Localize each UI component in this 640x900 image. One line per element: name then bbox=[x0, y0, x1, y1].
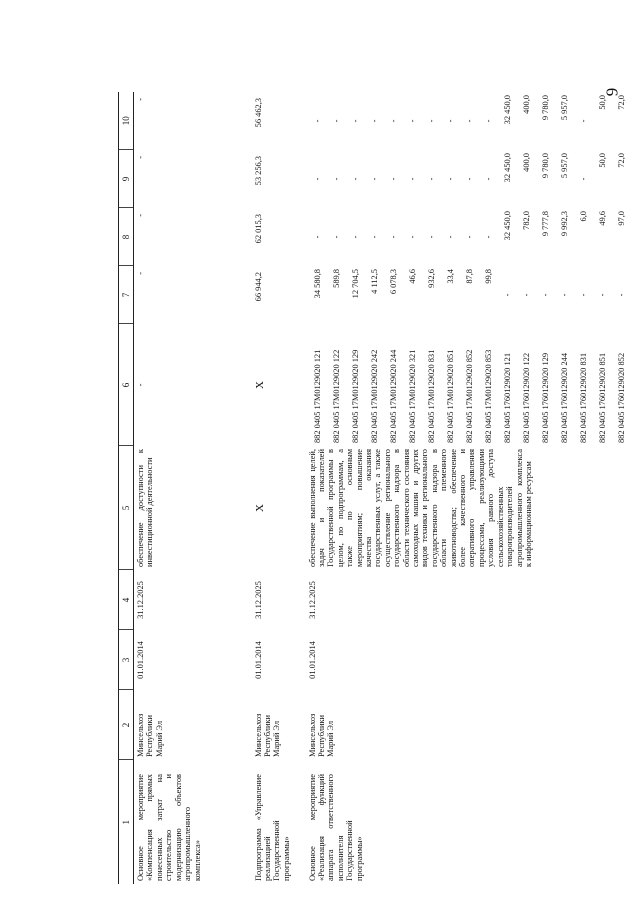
amount-value: - bbox=[483, 119, 493, 123]
amount-value: 6 078,3 bbox=[388, 269, 398, 295]
cell-value-list bbox=[306, 266, 633, 324]
cell-value: - bbox=[136, 98, 146, 101]
table-row bbox=[252, 92, 306, 884]
amount-value: - bbox=[388, 235, 398, 239]
cell-code: - bbox=[136, 383, 146, 387]
header-col-10: 10 bbox=[119, 92, 134, 150]
amount-value: - bbox=[464, 235, 474, 239]
budget-code: 882 0405 1760129020 831 bbox=[578, 352, 588, 443]
amount-value: - bbox=[464, 177, 474, 181]
cell-end: 31.12.2025 bbox=[307, 581, 317, 619]
amount-value: 782,0 bbox=[521, 211, 531, 230]
budget-code: 882 0405 17М0129020 122 bbox=[331, 349, 341, 443]
amount-value: - bbox=[407, 119, 417, 123]
cell-value-list bbox=[306, 92, 633, 150]
budget-code: 882 0405 1760129020 851 bbox=[597, 352, 607, 443]
amount-value: - bbox=[388, 177, 398, 181]
program-table bbox=[118, 92, 633, 884]
header-col-4: 4 bbox=[119, 570, 134, 630]
budget-code: 882 0405 1760129020 852 bbox=[616, 352, 626, 443]
amount-value: - bbox=[426, 177, 436, 181]
budget-code: 882 0405 17М0129020 242 bbox=[369, 349, 379, 443]
budget-code: 882 0405 17М0129020 853 bbox=[483, 349, 493, 443]
amount-value: - bbox=[464, 119, 474, 123]
amount-value: 32 450,0 bbox=[502, 153, 512, 183]
header-col-3: 3 bbox=[119, 630, 134, 690]
cell-start: 01.01.2014 bbox=[253, 641, 263, 679]
header-col-2: 2 bbox=[119, 690, 134, 760]
amount-value: 932,6 bbox=[426, 269, 436, 288]
cell-executor: Минсельхоз Республики Марий Эл bbox=[136, 713, 164, 757]
amount-value: - bbox=[331, 177, 341, 181]
header-col-5: 5 bbox=[119, 446, 134, 570]
table-row bbox=[134, 92, 252, 884]
cell-start: 01.01.2014 bbox=[136, 641, 146, 679]
amount-value: - bbox=[407, 177, 417, 181]
cell-start: 01.01.2014 bbox=[307, 641, 317, 679]
cell-activity: Подпрограмма «Управление реализацией Государственной программы» bbox=[253, 774, 291, 881]
cell-value: - bbox=[136, 156, 146, 159]
amount-value: 33,4 bbox=[445, 269, 455, 284]
amount-value: - bbox=[350, 177, 360, 181]
budget-code: 882 0405 17М0129020 121 bbox=[312, 349, 322, 443]
amount-value: 5 957,0 bbox=[559, 153, 569, 179]
header-col-8: 8 bbox=[119, 208, 134, 266]
cell-code: X bbox=[253, 381, 266, 389]
amount-value: 34 580,8 bbox=[312, 269, 322, 299]
amount-value: 99,8 bbox=[483, 269, 493, 284]
budget-code: 882 0405 17М0129020 831 bbox=[426, 349, 436, 443]
amount-value: - bbox=[426, 235, 436, 239]
amount-value: - bbox=[445, 235, 455, 239]
amount-value: - bbox=[369, 235, 379, 239]
budget-code: 882 0405 1760129020 122 bbox=[521, 352, 531, 443]
amount-value: - bbox=[350, 235, 360, 239]
amount-value: 32 450,0 bbox=[502, 211, 512, 241]
amount-value: - bbox=[331, 119, 341, 123]
cell-value: - bbox=[136, 214, 146, 217]
header-col-9: 9 bbox=[119, 150, 134, 208]
amount-value: - bbox=[578, 293, 588, 297]
amount-value: 6,0 bbox=[578, 211, 588, 222]
amount-value: - bbox=[578, 119, 588, 123]
budget-code: 882 0405 17М0129020 852 bbox=[464, 349, 474, 443]
amount-value: 12 704,5 bbox=[350, 269, 360, 299]
amount-value: 9 780,0 bbox=[540, 95, 550, 121]
budget-code: 882 0405 17М0129020 851 bbox=[445, 349, 455, 443]
budget-code: 882 0405 17М0129020 321 bbox=[407, 349, 417, 443]
amount-value: - bbox=[369, 177, 379, 181]
amount-value: - bbox=[521, 293, 531, 297]
amount-value: 46,6 bbox=[407, 269, 417, 284]
amount-value: - bbox=[407, 235, 417, 239]
amount-value: - bbox=[445, 119, 455, 123]
amount-value: 72,0 bbox=[616, 95, 626, 110]
page-number: 9 bbox=[602, 87, 622, 97]
amount-value: 72,0 bbox=[616, 153, 626, 168]
header-col-1: 1 bbox=[119, 760, 134, 884]
amount-value: - bbox=[483, 235, 493, 239]
cell-value: - bbox=[136, 272, 146, 275]
amount-value: - bbox=[369, 119, 379, 123]
amount-value: - bbox=[559, 293, 569, 297]
amount-value: 9 777,8 bbox=[540, 211, 550, 237]
amount-value: 9 992,3 bbox=[559, 211, 569, 237]
budget-code: 882 0405 1760129020 121 bbox=[502, 352, 512, 443]
amount-value: - bbox=[578, 177, 588, 181]
amount-value: - bbox=[312, 235, 322, 239]
amount-value: - bbox=[483, 177, 493, 181]
amount-value: - bbox=[350, 119, 360, 123]
amount-value: 32 450,0 bbox=[502, 95, 512, 125]
budget-code: 882 0405 17М0129020 244 bbox=[388, 349, 398, 443]
amount-value: 589,8 bbox=[331, 269, 341, 288]
amount-value: 5 957,0 bbox=[559, 95, 569, 121]
budget-code: 882 0405 17М0129020 129 bbox=[350, 349, 360, 443]
amount-value: - bbox=[616, 293, 626, 297]
cell-executor: Минсельхоз Республики Марий Эл bbox=[307, 713, 336, 757]
cell-value: 62 015,3 bbox=[253, 214, 263, 244]
table-row bbox=[306, 92, 633, 884]
cell-end: 31.12.2025 bbox=[253, 581, 263, 619]
header-col-6: 6 bbox=[119, 324, 134, 446]
cell-result: обеспечение доступности к инвестиционной деятельности bbox=[136, 449, 155, 567]
amount-value: - bbox=[445, 177, 455, 181]
cell-value-list bbox=[306, 208, 633, 266]
amount-value: 9 780,0 bbox=[540, 153, 550, 179]
cell-value: 56 462,3 bbox=[253, 98, 263, 128]
rotated-document bbox=[118, 92, 626, 884]
cell-executor: Минсельхоз Республики Марий Эл bbox=[253, 713, 282, 757]
budget-code: 882 0405 1760129020 129 bbox=[540, 352, 550, 443]
amount-value: 50,0 bbox=[597, 153, 607, 168]
cell-value-list bbox=[306, 150, 633, 208]
budget-code: 882 0405 1760129020 244 bbox=[559, 352, 569, 443]
amount-value: - bbox=[312, 177, 322, 181]
amount-value: 87,8 bbox=[464, 269, 474, 284]
cell-value: 53 256,3 bbox=[253, 156, 263, 186]
amount-value: - bbox=[597, 293, 607, 297]
cell-result: обеспечение выполнения целей, задач и показателей Государственной программы в целом, по подпрограммам, а также по основным мероприятиям; повышение качества оказания государственных услуг, а также осуществление регионального государственного надзора в области технического состояния самоходных машин и других видов техники и регионального государственного надзора в области племенного животноводства; обеспечение более качественного и оперативного управления процессами, реализующими условия равного доступа сельскохозяйственных товаропроизводителей агропромышленного комплекса к информационным ресурсам bbox=[307, 449, 533, 567]
amount-value: 400,0 bbox=[521, 153, 531, 172]
amount-value: - bbox=[540, 293, 550, 297]
cell-activity: Основное мероприятие «Реализация функций аппарата ответственного исполнителя Государственной программы» bbox=[307, 774, 364, 881]
amount-value: - bbox=[426, 119, 436, 123]
amount-value: - bbox=[331, 235, 341, 239]
cell-activity: Основное мероприятие «Компенсация прямых понесенных затрат на строительство и модернизацию объектов агропромышленного комплекса» bbox=[136, 774, 202, 881]
amount-value: - bbox=[502, 293, 512, 297]
amount-value: - bbox=[388, 119, 398, 123]
header-col-7: 7 bbox=[119, 266, 134, 324]
cell-end: 31.12.2025 bbox=[136, 581, 146, 619]
header-row bbox=[119, 92, 134, 884]
amount-value: 4 112,5 bbox=[369, 269, 379, 294]
cell-result: X bbox=[253, 504, 266, 512]
amount-value: - bbox=[312, 119, 322, 123]
amount-value: 400,0 bbox=[521, 95, 531, 114]
cell-code-list bbox=[306, 324, 633, 446]
amount-value: 97,0 bbox=[616, 211, 626, 226]
cell-value: 66 944,2 bbox=[253, 272, 263, 302]
amount-value: 50,0 bbox=[597, 95, 607, 110]
amount-value: 49,6 bbox=[597, 211, 607, 226]
